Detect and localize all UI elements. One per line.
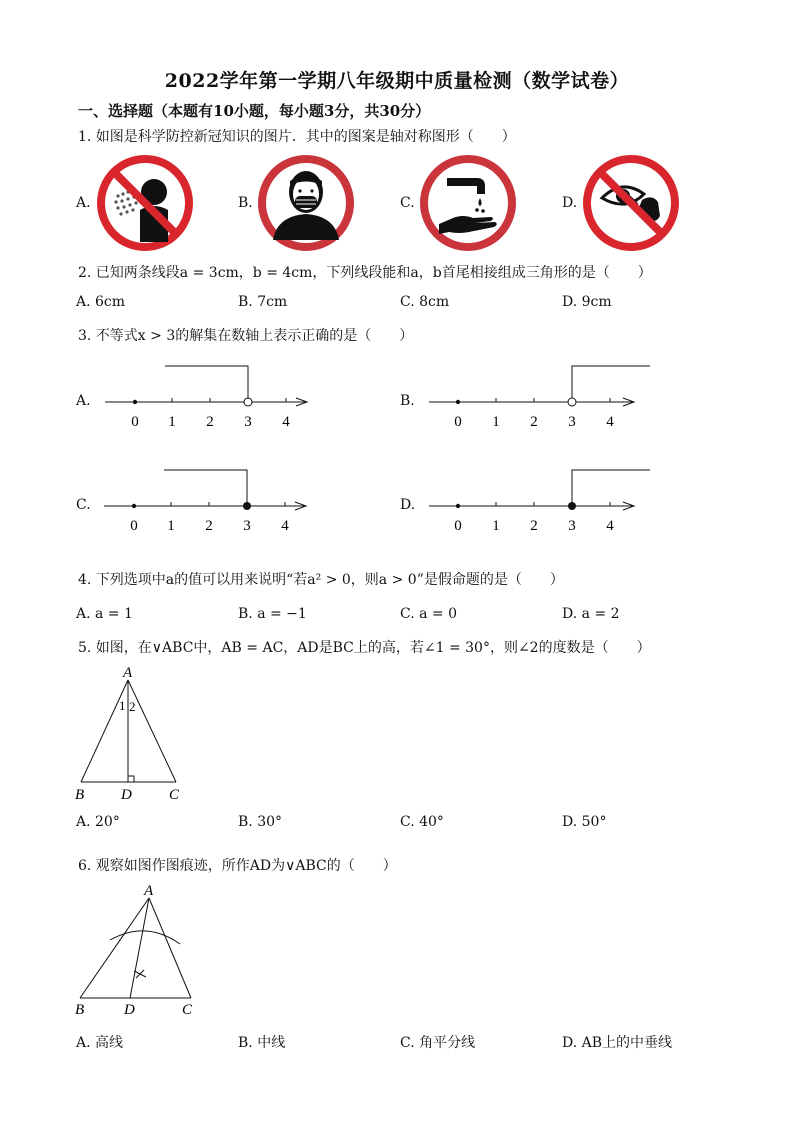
- question-2-stem: 2. 已知两条线段a = 3cm，b = 4cm，下列线段能和a，b首尾相接组成三角形的是（ ）: [78, 265, 652, 281]
- q4-option-b: B. a = −1: [238, 606, 307, 622]
- tick-label: 4: [606, 414, 614, 430]
- question-5-stem: 5. 如图，在∨ABC中，AB = AC，AD是BC上的高，若∠1 = 30°，则∠2的度数是（ ）: [78, 640, 651, 656]
- q5-triangle-figure: [70, 662, 190, 802]
- tick-label: 4: [606, 518, 614, 534]
- mask-person-icon: [257, 154, 355, 252]
- q6-construction-figure: [70, 880, 200, 1020]
- q2-option-c: C. 8cm: [400, 294, 450, 310]
- vertex-label-d: D: [124, 1002, 135, 1018]
- q6-option-b: B. 中线: [238, 1035, 286, 1051]
- question-3-stem: 3. 不等式x > 3的解集在数轴上表示正确的是（ ）: [78, 328, 414, 344]
- q4-option-c: C. a = 0: [400, 606, 457, 622]
- hand-washing-icon: [419, 154, 517, 252]
- tick-label: 2: [206, 414, 214, 430]
- q4-option-a: A. a = 1: [76, 606, 133, 622]
- tick-label: 1: [492, 414, 500, 430]
- tick-label: 3: [244, 414, 252, 430]
- tick-label: 3: [568, 518, 576, 534]
- number-line-a: [100, 360, 315, 432]
- tick-label: 1: [167, 518, 175, 534]
- q6-option-c: C. 角平分线: [400, 1035, 476, 1051]
- vertex-label-a: A: [123, 665, 133, 681]
- q3-label-b: B.: [400, 393, 415, 409]
- tick-label: 4: [282, 414, 290, 430]
- q4-option-d: D. a = 2: [562, 606, 620, 622]
- tick-label: 0: [130, 518, 138, 534]
- q1-label-a: A.: [76, 195, 91, 211]
- tick-label: 2: [530, 518, 538, 534]
- no-spray-sign-icon: [96, 154, 194, 252]
- vertex-label-c: C: [182, 1002, 193, 1018]
- q5-option-b: B. 30°: [238, 814, 283, 830]
- tick-label: 0: [131, 414, 139, 430]
- question-1-stem: 1. 如图是科学防控新冠知识的图片．其中的图案是轴对称图形（ ）: [78, 129, 516, 145]
- q1-label-c: C.: [400, 195, 415, 211]
- vertex-label-c: C: [169, 787, 180, 802]
- angle-label-2: 2: [129, 699, 136, 714]
- tick-label: 1: [168, 414, 176, 430]
- tick-label: 0: [454, 518, 462, 534]
- section-heading: 一、选择题（本题有10小题，每小题3分，共30分）: [78, 102, 431, 120]
- tick-label: 2: [530, 414, 538, 430]
- q5-option-d: D. 50°: [562, 814, 607, 830]
- q5-option-c: C. 40°: [400, 814, 444, 830]
- q1-label-b: B.: [238, 195, 253, 211]
- page-title: 2022学年第一学期八年级期中质量检测（数学试卷）: [164, 70, 630, 92]
- angle-label-1: 1: [119, 698, 126, 713]
- q2-option-d: D. 9cm: [562, 294, 612, 310]
- q2-option-a: A. 6cm: [76, 294, 126, 310]
- number-line-b: [424, 360, 654, 432]
- vertex-label-b: B: [75, 787, 85, 802]
- tick-label: 3: [568, 414, 576, 430]
- question-4-stem: 4. 下列选项中a的值可以用来说明“若a² > 0，则a > 0”是假命题的是（ ）: [78, 572, 564, 588]
- tick-label: 1: [492, 518, 500, 534]
- tick-label: 3: [243, 518, 251, 534]
- q1-label-d: D.: [562, 195, 578, 211]
- q5-option-a: A. 20°: [76, 814, 120, 830]
- q6-option-d: D. AB上的中垂线: [562, 1035, 673, 1051]
- q3-label-d: D.: [400, 497, 416, 513]
- tick-label: 2: [205, 518, 213, 534]
- tick-label: 4: [281, 518, 289, 534]
- no-eye-touching-sign-icon: [582, 154, 680, 252]
- vertex-label-d: D: [121, 787, 132, 802]
- q3-label-a: A.: [76, 393, 91, 409]
- question-6-stem: 6. 观察如图作图痕迹，所作AD为∨ABC的（ ）: [78, 858, 397, 874]
- vertex-label-b: B: [75, 1002, 85, 1018]
- number-line-d: [424, 464, 654, 536]
- q6-option-a: A. 高线: [76, 1035, 124, 1051]
- q3-label-c: C.: [76, 497, 91, 513]
- vertex-label-a: A: [144, 883, 154, 899]
- tick-label: 0: [454, 414, 462, 430]
- q2-option-b: B. 7cm: [238, 294, 288, 310]
- number-line-c: [99, 464, 314, 536]
